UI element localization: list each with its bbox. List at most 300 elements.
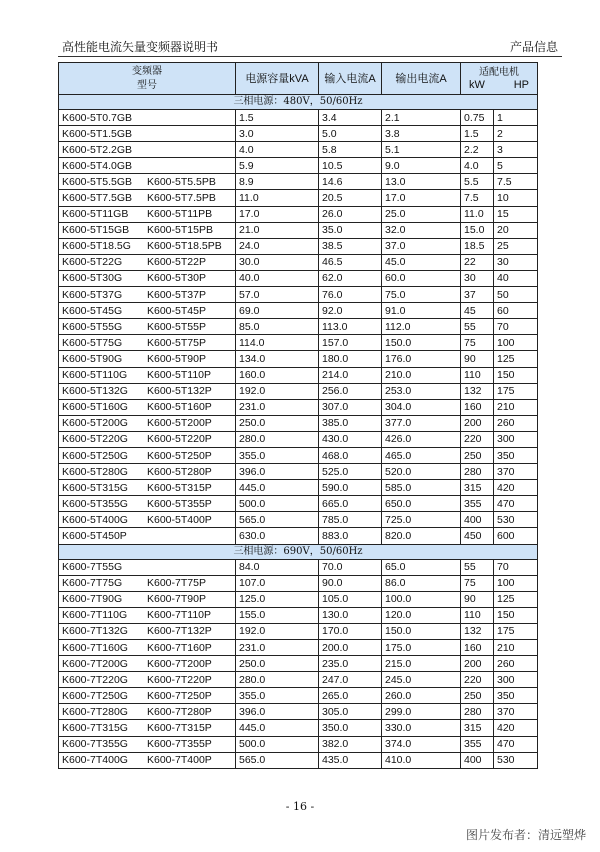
input-current-cell: 590.0 [319,480,382,496]
model-g: K600-5T11GB [62,208,129,221]
model-cell [59,206,236,222]
model-p: K600-5T132P [147,385,212,398]
input-current-cell: 5.0 [319,126,382,142]
table-row [59,591,538,607]
model-g: K600-5T160G [62,401,128,414]
hp-cell: 70 [494,319,538,335]
model-cell [59,303,236,319]
kw-cell: 90 [461,351,494,367]
hp-cell: 530 [494,512,538,528]
model-p: K600-5T220P [147,433,212,446]
kw-cell: 250 [461,688,494,704]
kw-cell: 75 [461,575,494,591]
kw-cell: 200 [461,415,494,431]
model-g: K600-5T1.5GB [62,127,133,140]
kw-cell: 220 [461,431,494,447]
kw-cell: 315 [461,720,494,736]
kw-cell: 30 [461,270,494,286]
section-label: 三相电源：690V，50/60Hz [59,544,538,559]
output-current-cell: 465.0 [382,447,461,463]
model-g: K600-7T75G [62,577,123,590]
model-p: K600-7T315P [147,722,212,735]
input-current-cell: 38.5 [319,238,382,254]
model-g: K600-5T450P [62,529,127,542]
model-g: K600-5T90G [62,352,123,365]
model-cell [59,591,236,607]
input-current-cell: 265.0 [319,688,382,704]
capacity-cell: 30.0 [236,254,319,270]
model-g: K600-5T2.2GB [62,143,133,156]
model-p: K600-5T7.5PB [147,192,216,205]
table-row [59,399,538,415]
kw-cell: 7.5 [461,190,494,206]
model-g: K600-5T355G [62,497,128,510]
input-current-cell: 130.0 [319,607,382,623]
output-current-cell: 45.0 [382,254,461,270]
model-cell [59,672,236,688]
input-current-cell: 256.0 [319,383,382,399]
hp-cell: 370 [494,704,538,720]
hp-cell: 100 [494,335,538,351]
hp-cell: 2 [494,126,538,142]
kw-cell: 15.0 [461,222,494,238]
input-current-cell: 157.0 [319,335,382,351]
model-g: K600-7T280G [62,705,128,718]
model-p: K600-7T400P [147,754,212,767]
output-current-cell: 176.0 [382,351,461,367]
capacity-cell: 396.0 [236,704,319,720]
output-current-cell: 299.0 [382,704,461,720]
table-row [59,222,538,238]
hp-cell: 20 [494,222,538,238]
spec-table-body [59,95,538,769]
kw-cell: 400 [461,752,494,768]
kw-cell: 11.0 [461,206,494,222]
model-cell [59,287,236,303]
output-current-cell: 377.0 [382,415,461,431]
model-cell [59,254,236,270]
model-g: K600-5T200G [62,417,128,430]
hp-cell: 300 [494,431,538,447]
capacity-cell: 69.0 [236,303,319,319]
hp-cell: 350 [494,688,538,704]
hp-cell: 470 [494,496,538,512]
input-current-cell: 5.8 [319,142,382,158]
table-row [59,238,538,254]
input-current-cell: 525.0 [319,464,382,480]
model-cell [59,415,236,431]
hp-cell: 5 [494,158,538,174]
input-current-cell: 247.0 [319,672,382,688]
model-g: K600-7T55G [62,561,123,574]
publisher-watermark: 图片发布者：清远塑烨 [465,828,586,842]
model-cell [59,447,236,463]
model-cell [59,399,236,415]
kw-cell: 355 [461,736,494,752]
model-p: K600-5T37P [147,288,206,301]
kw-cell: 5.5 [461,174,494,190]
capacity-cell: 231.0 [236,399,319,415]
capacity-cell: 565.0 [236,752,319,768]
model-cell [59,270,236,286]
output-current-cell: 75.0 [382,287,461,303]
kw-cell: 55 [461,319,494,335]
model-cell [59,736,236,752]
hp-cell: 370 [494,464,538,480]
capacity-cell: 21.0 [236,222,319,238]
model-cell [59,656,236,672]
capacity-cell: 355.0 [236,447,319,463]
model-g: K600-5T22G [62,256,123,269]
capacity-cell: 40.0 [236,270,319,286]
model-cell [59,704,236,720]
table-header-row [59,63,538,95]
model-cell [59,752,236,768]
model-cell [59,559,236,575]
table-row [59,480,538,496]
kw-cell: 110 [461,607,494,623]
capacity-cell: 565.0 [236,512,319,528]
capacity-cell: 107.0 [236,575,319,591]
capacity-cell: 8.9 [236,174,319,190]
output-current-cell: 25.0 [382,206,461,222]
output-current-cell: 585.0 [382,480,461,496]
input-current-cell: 307.0 [319,399,382,415]
input-current-cell: 785.0 [319,512,382,528]
model-cell [59,528,236,544]
header-motor [461,63,538,95]
header-input-current: 输入电流A [319,63,382,95]
model-g: K600-7T90G [62,593,123,606]
header-model [59,63,236,95]
output-current-cell: 17.0 [382,190,461,206]
model-p: K600-7T75P [147,577,206,590]
table-row [59,447,538,463]
model-p: K600-7T280P [147,705,212,718]
model-p: K600-7T160P [147,641,212,654]
model-cell [59,688,236,704]
capacity-cell: 396.0 [236,464,319,480]
hp-cell: 40 [494,270,538,286]
model-g: K600-7T220G [62,673,128,686]
kw-cell: 200 [461,656,494,672]
model-cell [59,238,236,254]
output-current-cell: 120.0 [382,607,461,623]
model-g: K600-7T355G [62,738,128,751]
model-cell [59,480,236,496]
hp-cell: 125 [494,591,538,607]
table-row [59,367,538,383]
model-g: K600-5T400G [62,513,128,526]
output-current-cell: 304.0 [382,399,461,415]
kw-cell: 55 [461,559,494,575]
input-current-cell: 214.0 [319,367,382,383]
input-current-cell: 14.6 [319,174,382,190]
hp-cell: 175 [494,383,538,399]
table-row [59,142,538,158]
model-p: K600-5T280P [147,465,212,478]
kw-cell: 220 [461,672,494,688]
document-title: 高性能电流矢量变频器说明书 [62,40,219,54]
input-current-cell: 180.0 [319,351,382,367]
table-row [59,415,538,431]
hp-cell: 125 [494,351,538,367]
input-current-cell: 385.0 [319,415,382,431]
input-current-cell: 382.0 [319,736,382,752]
output-current-cell: 175.0 [382,640,461,656]
kw-cell: 250 [461,447,494,463]
table-row [59,559,538,575]
capacity-cell: 84.0 [236,559,319,575]
output-current-cell: 86.0 [382,575,461,591]
model-p: K600-5T110P [147,369,212,382]
model-g: K600-5T15GB [62,224,130,237]
model-cell [59,464,236,480]
model-cell [59,158,236,174]
model-g: K600-5T250G [62,449,128,462]
input-current-cell: 46.5 [319,254,382,270]
model-cell [59,431,236,447]
hp-cell: 150 [494,607,538,623]
table-row [59,656,538,672]
input-current-cell: 468.0 [319,447,382,463]
hp-cell: 470 [494,736,538,752]
input-current-cell: 113.0 [319,319,382,335]
capacity-cell: 250.0 [236,415,319,431]
hp-cell: 600 [494,528,538,544]
hp-cell: 300 [494,672,538,688]
model-cell [59,496,236,512]
model-p: K600-5T160P [147,401,212,414]
hp-cell: 60 [494,303,538,319]
page-header [58,0,562,57]
table-row [59,351,538,367]
output-current-cell: 650.0 [382,496,461,512]
model-p: K600-5T18.5PB [147,240,222,253]
kw-cell: 355 [461,496,494,512]
input-current-cell: 92.0 [319,303,382,319]
model-p: K600-5T11PB [147,208,213,221]
input-current-cell: 883.0 [319,528,382,544]
output-current-cell: 253.0 [382,383,461,399]
section-row [59,544,538,559]
output-current-cell: 820.0 [382,528,461,544]
output-current-cell: 9.0 [382,158,461,174]
hp-cell: 150 [494,367,538,383]
kw-cell: 2.2 [461,142,494,158]
table-row [59,158,538,174]
output-current-cell: 245.0 [382,672,461,688]
model-p: K600-5T315P [147,481,212,494]
input-current-cell: 3.4 [319,110,382,126]
model-g: K600-5T132G [62,385,128,398]
kw-cell: 45 [461,303,494,319]
table-row [59,190,538,206]
header-capacity: 电源容量kVA [236,63,319,95]
output-current-cell: 37.0 [382,238,461,254]
model-cell [59,383,236,399]
output-current-cell: 100.0 [382,591,461,607]
output-current-cell: 374.0 [382,736,461,752]
table-row [59,431,538,447]
capacity-cell: 192.0 [236,623,319,639]
table-row [59,704,538,720]
model-g: K600-5T30G [62,272,123,285]
capacity-cell: 24.0 [236,238,319,254]
capacity-cell: 1.5 [236,110,319,126]
hp-cell: 10 [494,190,538,206]
kw-cell: 280 [461,464,494,480]
model-p: K600-5T45P [147,304,206,317]
kw-cell: 160 [461,399,494,415]
header-motor-label: 适配电机 [479,66,519,78]
section-row [59,95,538,110]
kw-cell: 37 [461,287,494,303]
model-g: K600-5T55G [62,320,123,333]
model-p: K600-5T5.5PB [147,175,216,188]
model-g: K600-5T220G [62,433,128,446]
hp-cell: 15 [494,206,538,222]
table-row [59,464,538,480]
input-current-cell: 10.5 [319,158,382,174]
input-current-cell: 665.0 [319,496,382,512]
hp-cell: 260 [494,415,538,431]
table-row [59,528,538,544]
output-current-cell: 210.0 [382,367,461,383]
model-p: K600-7T110P [147,609,212,622]
kw-cell: 22 [461,254,494,270]
model-p: K600-5T22P [147,256,206,269]
hp-cell: 420 [494,480,538,496]
output-current-cell: 215.0 [382,656,461,672]
output-current-cell: 2.1 [382,110,461,126]
output-current-cell: 150.0 [382,335,461,351]
section-label: 三相电源：480V，50/60Hz [59,95,538,110]
kw-cell: 132 [461,383,494,399]
capacity-cell: 445.0 [236,720,319,736]
model-g: K600-5T37G [62,288,123,301]
input-current-cell: 435.0 [319,752,382,768]
model-cell [59,335,236,351]
table-row [59,287,538,303]
output-current-cell: 426.0 [382,431,461,447]
output-current-cell: 725.0 [382,512,461,528]
model-cell [59,367,236,383]
capacity-cell: 5.9 [236,158,319,174]
capacity-cell: 250.0 [236,656,319,672]
capacity-cell: 160.0 [236,367,319,383]
input-current-cell: 62.0 [319,270,382,286]
table-row [59,672,538,688]
table-row [59,623,538,639]
table-row [59,688,538,704]
header-model-line2: 型号 [137,79,157,91]
model-g: K600-7T110G [62,609,128,622]
capacity-cell: 500.0 [236,736,319,752]
capacity-cell: 630.0 [236,528,319,544]
output-current-cell: 65.0 [382,559,461,575]
capacity-cell: 280.0 [236,672,319,688]
model-g: K600-5T0.7GB [62,111,133,124]
model-g: K600-7T132G [62,625,128,638]
model-p: K600-7T220P [147,673,212,686]
table-row [59,319,538,335]
hp-cell: 530 [494,752,538,768]
model-p: K600-7T132P [147,625,212,638]
model-g: K600-5T4.0GB [62,159,133,172]
model-cell [59,575,236,591]
input-current-cell: 20.5 [319,190,382,206]
input-current-cell: 26.0 [319,206,382,222]
table-row [59,512,538,528]
output-current-cell: 5.1 [382,142,461,158]
model-cell [59,512,236,528]
spec-table [58,62,538,769]
kw-cell: 315 [461,480,494,496]
hp-cell: 210 [494,399,538,415]
model-p: K600-5T75P [147,336,206,349]
capacity-cell: 134.0 [236,351,319,367]
kw-cell: 18.5 [461,238,494,254]
model-g: K600-7T400G [62,754,128,767]
model-g: K600-5T18.5G [62,240,131,253]
table-row [59,110,538,126]
input-current-cell: 430.0 [319,431,382,447]
capacity-cell: 3.0 [236,126,319,142]
model-g: K600-7T250G [62,689,128,702]
hp-cell: 3 [494,142,538,158]
model-cell [59,126,236,142]
model-cell [59,110,236,126]
capacity-cell: 155.0 [236,607,319,623]
model-p: K600-5T250P [147,449,212,462]
header-kw: kW [469,78,485,91]
capacity-cell: 114.0 [236,335,319,351]
kw-cell: 132 [461,623,494,639]
capacity-cell: 11.0 [236,190,319,206]
hp-cell: 100 [494,575,538,591]
model-g: K600-7T160G [62,641,128,654]
model-p: K600-5T355P [147,497,212,510]
kw-cell: 90 [461,591,494,607]
output-current-cell: 60.0 [382,270,461,286]
output-current-cell: 330.0 [382,720,461,736]
input-current-cell: 170.0 [319,623,382,639]
input-current-cell: 350.0 [319,720,382,736]
model-cell [59,142,236,158]
kw-cell: 0.75 [461,110,494,126]
model-p: K600-7T90P [147,593,206,606]
model-cell [59,319,236,335]
capacity-cell: 125.0 [236,591,319,607]
kw-cell: 1.5 [461,126,494,142]
model-cell [59,623,236,639]
hp-cell: 420 [494,720,538,736]
capacity-cell: 280.0 [236,431,319,447]
table-row [59,383,538,399]
table-row [59,720,538,736]
table-row [59,174,538,190]
input-current-cell: 105.0 [319,591,382,607]
model-p: K600-5T55P [147,320,206,333]
output-current-cell: 112.0 [382,319,461,335]
capacity-cell: 85.0 [236,319,319,335]
table-row [59,496,538,512]
kw-cell: 400 [461,512,494,528]
header-hp: HP [513,78,530,91]
model-cell [59,351,236,367]
model-g: K600-5T7.5GB [62,192,133,205]
